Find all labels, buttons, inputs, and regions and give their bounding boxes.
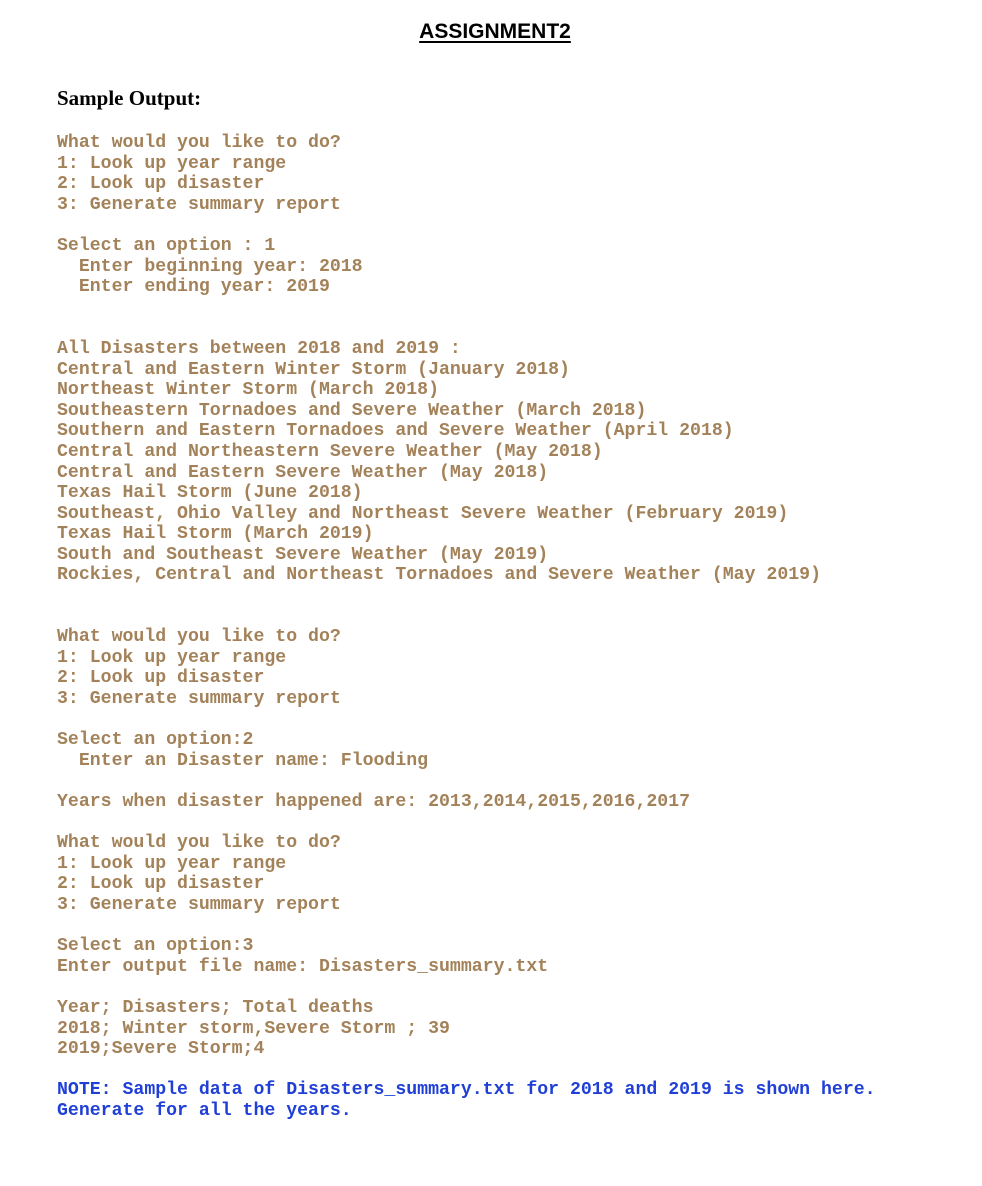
console-line — [57, 607, 876, 628]
console-line: Central and Northeastern Severe Weather (May 2018) — [57, 441, 603, 462]
console-line: Southeast, Ohio Valley and Northeast Severe Weather (February 2019) — [57, 503, 789, 524]
console-line — [57, 298, 876, 319]
console-line: Southeastern Tornadoes and Severe Weather (March 2018) — [57, 400, 647, 421]
console-line — [57, 813, 876, 834]
document-title: ASSIGNMENT2 — [419, 20, 571, 43]
console-line — [57, 1060, 876, 1081]
console-line: What would you like to do? — [57, 133, 341, 153]
console-line: Central and Eastern Severe Weather (May 2018) — [57, 462, 549, 483]
console-line: 3: Generate summary report — [57, 689, 341, 710]
console-line: Enter an Disaster name: Flooding — [57, 750, 429, 771]
console-line: Enter output file name: Disasters_summary.txt — [57, 956, 549, 977]
console-line: Select an option:2 — [57, 730, 254, 751]
console-line: 2019;Severe Storm;4 — [57, 1039, 265, 1060]
console-output — [57, 133, 876, 1122]
console-line: 1: Look up year range — [57, 853, 287, 874]
console-line: Select an option:3 — [57, 936, 254, 957]
console-line — [57, 977, 876, 998]
console-line: Texas Hail Storm (June 2018) — [57, 483, 363, 504]
console-line: What would you like to do? — [57, 833, 341, 854]
console-line: 1: Look up year range — [57, 647, 287, 668]
console-line: Central and Eastern Winter Storm (January 2018) — [57, 359, 570, 380]
console-line: 2: Look up disaster — [57, 668, 265, 689]
note-line: NOTE: Sample data of Disasters_summary.txt for 2018 and 2019 is shown here. — [57, 1080, 876, 1101]
console-line — [57, 771, 876, 792]
console-line: 2: Look up disaster — [57, 174, 265, 195]
console-line — [57, 916, 876, 937]
console-line: All Disasters between 2018 and 2019 : — [57, 338, 461, 359]
console-line: Northeast Winter Storm (March 2018) — [57, 380, 439, 401]
console-line: Southern and Eastern Tornadoes and Severe Weather (April 2018) — [57, 421, 734, 442]
console-line — [57, 318, 876, 339]
console-line: Texas Hail Storm (March 2019) — [57, 524, 374, 545]
console-line: 3: Generate summary report — [57, 894, 341, 915]
sample-output-heading: Sample Output: — [57, 86, 202, 110]
console-line: South and Southeast Severe Weather (May 2019) — [57, 544, 549, 565]
console-line: What would you like to do? — [57, 627, 341, 648]
note-line: Generate for all the years. — [57, 1100, 352, 1121]
console-line: 3: Generate summary report — [57, 194, 341, 215]
console-line: 2: Look up disaster — [57, 874, 265, 895]
console-line: 1: Look up year range — [57, 153, 287, 174]
console-line — [57, 710, 876, 731]
console-line: Enter beginning year: 2018 — [57, 256, 363, 277]
console-line: 2018; Winter storm,Severe Storm ; 39 — [57, 1018, 450, 1039]
console-line: Select an option : 1 — [57, 235, 276, 256]
console-line: Year; Disasters; Total deaths — [57, 997, 374, 1018]
console-line: Years when disaster happened are: 2013,2014,2015,2016,2017 — [57, 792, 691, 812]
console-line — [57, 215, 876, 236]
console-line — [57, 586, 876, 607]
console-line: Enter ending year: 2019 — [57, 277, 330, 298]
console-line: Rockies, Central and Northeast Tornadoes and Severe Weather (May 2019) — [57, 565, 821, 586]
